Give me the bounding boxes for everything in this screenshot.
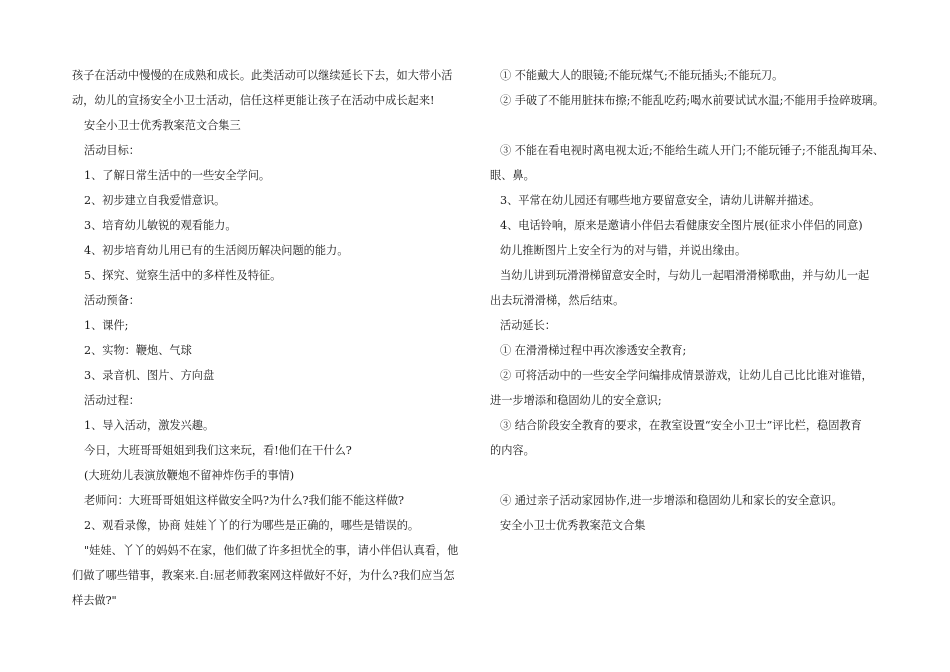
prep-heading: 活动预备：: [84, 294, 140, 307]
section-title: 安全小卫士优秀教案范文合集三: [84, 119, 241, 132]
process-heading: 活动过程：: [84, 394, 140, 407]
paragraph-gap: [490, 113, 890, 138]
extension-item-4: ④ 通过亲子活动家园协作,进一步增添和稳固幼儿和家长的安全意识。: [500, 494, 843, 507]
rule-item-3-line-2: 眼、鼻。: [490, 169, 535, 182]
paragraph-gap: [490, 463, 890, 488]
rule-item-1: ① 不能戴大人的眼镜;不能玩煤气;不能玩插头;不能玩刀。: [500, 69, 784, 82]
goal-item: 4、初步培育幼儿用已有的生活阅历解决问题的能力。: [84, 244, 349, 257]
process-item: 老师问：大班哥哥姐姐这样做安全吗?为什么?我们能不能这样做?: [84, 494, 405, 507]
slide-line-1: 当幼儿讲到玩滑滑梯留意安全时，与幼儿一起唱滑滑梯歌曲，并与幼儿一起: [500, 269, 870, 282]
quote-line-1: "娃娃、丫丫的妈妈不在家，他们做了许多担忧全的事，请小伴侣认真看，他: [84, 544, 459, 557]
extension-item-3-line-2: 的内容。: [490, 444, 535, 457]
slide-line-2: 出去玩滑滑梯，然后结束。: [490, 294, 625, 307]
step-4: 4、电话铃响，原来是邀请小伴侣去看健康安全图片展(征求小伴侣的同意): [500, 219, 863, 232]
intro-line-2: 动，幼儿的宣扬安全小卫士活动，信任这样更能让孩子在活动中成长起来!: [72, 94, 435, 107]
rule-item-3-line-1: ③ 不能在看电视时离电视太近;不能给生疏人开门;不能玩锤子;不能乱掏耳朵、: [500, 144, 885, 157]
process-item: 2、观看录像，协商 娃娃丫丫的行为哪些是正确的，哪些是错误的。: [84, 519, 420, 532]
quote-line-3: 样去做?": [72, 594, 117, 607]
extension-item-2-line-2: 进一步增添和稳固幼儿的安全意识;: [490, 394, 662, 407]
process-item: (大班幼儿表演放鞭炮不留神炸伤手的事情): [84, 469, 295, 482]
prep-item: 1、课件;: [84, 319, 129, 332]
extension-item-3-line-1: ③ 结合阶段安全教育的要求，在教室设置“安全小卫士”评比栏，稳固教育: [500, 419, 862, 432]
goal-item: 1、了解日常生活中的一些安全学问。: [84, 169, 271, 182]
left-column: [72, 63, 464, 613]
rule-item-2: ② 手破了不能用脏抹布擦;不能乱吃药;喝水前要试试水温;不能用手捡碎玻璃。: [500, 94, 885, 107]
process-item: 今日，大班哥哥姐姐到我们这来玩，看!他们在干什么?: [84, 444, 352, 457]
goals-heading: 活动目标：: [84, 144, 140, 157]
extension-item-1: ① 在滑滑梯过程中再次渗透安全教育;: [500, 344, 687, 357]
process-item: 1、导入活动，激发兴趣。: [84, 419, 215, 432]
prep-item: 2、实物：鞭炮、气球: [84, 344, 192, 357]
goal-item: 2、初步建立自我爱惜意识。: [84, 194, 226, 207]
goal-item: 5、探究、觉察生活中的多样性及特征。: [84, 269, 282, 282]
extension-item-2-line-1: ② 可将活动中的一些安全学问编排成情景游戏，让幼儿自己比比谁对谁错，: [500, 369, 873, 382]
footer-title: 安全小卫士优秀教案范文合集: [500, 519, 646, 532]
step-3: 3、平常在幼儿园还有哪些地方要留意安全，请幼儿讲解并描述。: [500, 194, 821, 207]
right-column: [490, 63, 890, 538]
extension-heading: 活动延长：: [500, 319, 556, 332]
judge-text: 幼儿推断图片上安全行为的对与错，并说出缘由。: [500, 244, 747, 257]
intro-line-1: 孩子在活动中慢慢的在成熟和成长。此类活动可以继续延长下去，如大带小活: [72, 69, 453, 82]
quote-line-2: 们做了哪些错事，教案来.自:屈老师教案网这样做好不好，为什么?我们应当怎: [72, 569, 455, 582]
goal-item: 3、培育幼儿敏锐的观看能力。: [84, 219, 237, 232]
prep-item: 3、录音机、图片、方向盘: [84, 369, 215, 382]
